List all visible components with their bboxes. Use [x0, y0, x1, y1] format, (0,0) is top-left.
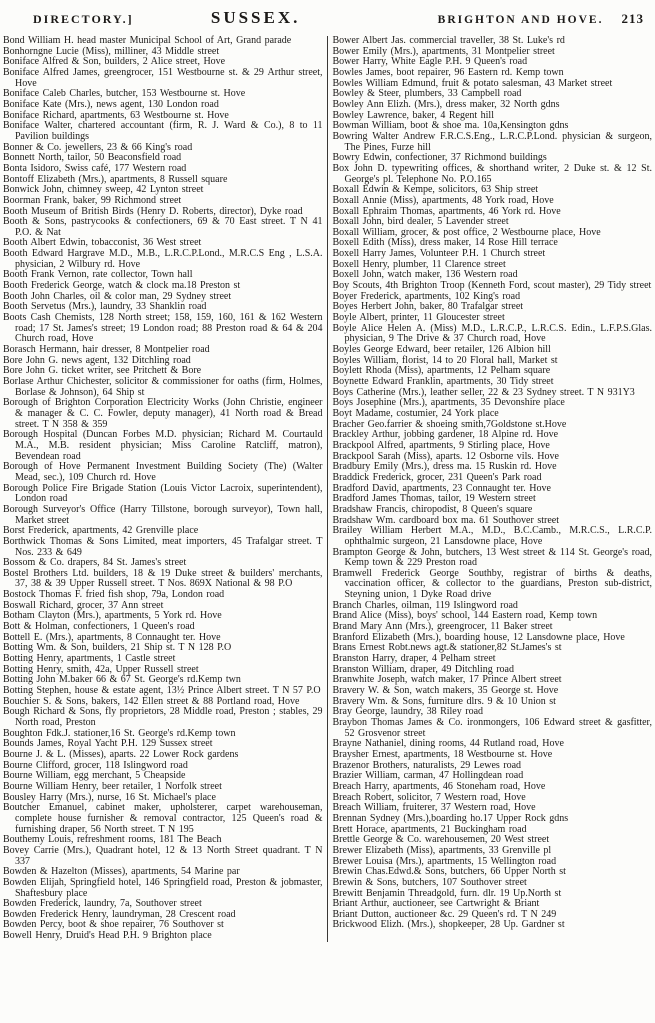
directory-entry: Borough Police Fire Brigade Station (Louis Victor Lacroix, superintendent), London road [3, 482, 323, 505]
column-divider [327, 36, 328, 942]
directory-entry: Bowell Henry, Druid's Head P.H. 9 Brighton place [3, 930, 212, 942]
directory-entry: Brewin Chas.Edwd.& Sons, butchers, 66 Upper North st [332, 866, 566, 878]
directory-entry: Boniface Kate (Mrs.), news agent, 130 London road [3, 98, 219, 110]
directory-entry: Boniface Caleb Charles, butcher, 153 Westbourne st. Hove [3, 88, 246, 100]
directory-entry: Bonhorngne Lucie (Miss), milliner, 43 Middle street [3, 45, 220, 57]
directory-entry: Borough of Brighton Corporation Electricity Works (John Christie, engineer & manager & C. C. Fowler, deputy manager), 41 North road & Bread street. T N 358 & 359 [3, 397, 323, 430]
directory-entry: Brand Mary Ann (Mrs.), greengrocer, 11 Baker street [332, 621, 553, 633]
directory-entry: Boxall Ephraim Thomas, apartments, 46 York rd. Hove [332, 205, 561, 217]
directory-entry: Bott & Holman, confectioners, 1 Queen's road [3, 621, 195, 633]
left-column [3, 36, 326, 942]
directory-entry: Brackpool Sarah (Miss), aparts. 12 Osborne vils. Hove [332, 450, 559, 462]
directory-entry: Brewin & Sons, butchers, 107 Southover street [332, 876, 527, 888]
directory-entry: Brazier William, carman, 47 Hollingdean road [332, 770, 524, 782]
directory-entry: Boyles William, florist, 14 to 20 Floral hall, Market st [332, 354, 558, 366]
directory-entry: Bradshaw Wm. cardboard box ma. 61 Southover street [332, 514, 559, 526]
directory-entry: Botting Stephen, house & estate agent, 13½ Prince Albert street. T N 57 P.O [3, 685, 321, 697]
directory-entry: Borough of Hove Permanent Investment Building Society (The) (Walter Mead, sec.), 109 Church rd. Hove [3, 461, 323, 483]
directory-entry: Boy Scouts, 4th Brighton Troop (Kenneth Ford, scout master), 29 Tidy street [332, 280, 652, 292]
directory-entry: Bostock Thomas F. fried fish shop, 79a, London road [3, 589, 225, 601]
directory-entry: Brewer Louisa (Mrs.), apartments, 15 Wellington road [332, 855, 557, 867]
header-place-label: BRIGHTON AND HOVE. [437, 14, 604, 26]
directory-entry: Brackpool Alfred, apartments, 9 Stirling place, Hove [332, 439, 550, 451]
directory-entry: Bonnett North, tailor, 50 Beaconsfield road [3, 152, 182, 164]
directory-entry: Braysher Ernest, apartments, 18 Westbourne st. Hove [332, 748, 553, 760]
directory-entry: Box John D. typewriting offices, & shorthand writer, 2 Duke st. & 12 St. George's pl. Telephone No. P.O.165 [332, 162, 652, 185]
directory-entry: Bowles William Edmund, fruit & potato salesman, 43 Market street [332, 77, 613, 89]
directory-entry: Brett Horace, apartments, 21 Buckingham road [332, 823, 527, 835]
directory-entry: Booth Servetus (Mrs.), laundry, 33 Shanklin road [3, 301, 207, 313]
directory-entry: Bossom & Co. drapers, 84 St. James's street [3, 557, 187, 569]
directory-entry: Boynette Edward Franklin, apartments, 30 Tidy street [332, 376, 554, 387]
directory-entry: Bonner & Co. jewellers, 23 & 66 King's road [3, 141, 193, 153]
directory-entry: Braddick Frederick, grocer, 231 Queen's Park road [332, 471, 542, 483]
directory-entry: Bore John G. ticket writer, see Pritchett & Bore [3, 365, 202, 377]
page-number: 213 [621, 11, 644, 26]
directory-entry: Borough Surveyor's Office (Harry Tillstone, borough surveyor), Town hall, Market street [3, 503, 323, 526]
directory-entry: Bousley Harry (Mrs.), nurse, 16 St. Michael's place [3, 791, 216, 803]
directory-entry: Branwhite Joseph, watch maker, 17 Prince Albert street [332, 674, 562, 686]
directory-entry: Boniface Alfred & Son, builders, 2 Alice street, Hove [3, 56, 226, 68]
directory-entry: Booth Museum of British Birds (Henry D. Roberts, director), Dyke road [3, 205, 303, 217]
directory-entry: Boyer Frederick, apartments, 102 King's road [332, 290, 521, 302]
directory-entry: Bower Emily (Mrs.), apartments, 31 Montpelier street [332, 45, 555, 57]
directory-entry: Booth & Sons, pastrycooks & confectioners, 69 & 70 East street. T N 41 P.O. & Nat [3, 216, 323, 238]
directory-entry: Boughton Fdk.J. stationer,16 St. George's rd.Kemp town [3, 727, 236, 739]
directory-entry: Boutcher Emanuel, cabinet maker, upholsterer, carpet warehouseman, complete house furnisher & removal contractor, 125 Queen's road & furnishing draper, 56 North street. T N 195 [3, 802, 323, 835]
directory-entry: Bourne William, egg merchant, 5 Cheapside [3, 770, 186, 782]
directory-entry: Braybon Thomas James & Co. ironmongers, 106 Edward street & gasfitter, 52 Grosvenor street [332, 717, 652, 739]
directory-entry: Boxall William, grocer, & post office, 2 Westbourne place, Hove [332, 226, 601, 238]
directory-entry: Borthwick Thomas & Sons Limited, meat importers, 45 Trafalgar street. T Nos. 233 & 649 [3, 535, 323, 558]
directory-entry: Bowden Frederick, laundry, 7a, Southover street [3, 898, 202, 910]
directory-entry: Bowman William, boot & shoe ma. 10a,Kensington gdns [332, 120, 569, 132]
directory-entry: Bowley & Steer, plumbers, 33 Campbell road [332, 88, 522, 100]
header-place-title [438, 11, 644, 27]
directory-entry: Bravery W. & Son, watch makers, 35 George st. Hove [332, 685, 559, 697]
directory-entry: Breach William, fruiterer, 37 Western road, Hove [332, 802, 536, 814]
directory-entry: Borst Frederick, apartments, 42 Grenville place [3, 525, 199, 537]
directory-entry: Brazenor Brothers, naturalists, 29 Lewes road [332, 759, 522, 771]
directory-entry: Boyes Herbert John, baker, 80 Trafalgar street [332, 301, 524, 313]
directory-entry: Bowles James, boot repairer, 96 Eastern rd. Kemp town [332, 66, 564, 78]
directory-entry: Bontoff Elizabeth (Mrs.), apartments, 8 Russell square [3, 173, 228, 185]
directory-entry: Bore John G. news agent, 132 Ditchling road [3, 354, 191, 366]
directory-entry: Briant Arthur, auctioneer, see Cartwright & Briant [332, 898, 540, 910]
directory-entry: Bowden Elijah, Springfield hotel, 146 Springfield road, Preston & jobmaster, Shaftesbury place [3, 876, 323, 899]
directory-entry: Brewitt Benjamin Threadgold, furn. dlr. 19 Up.North st [332, 887, 562, 899]
directory-entry: Bowley Lawrence, baker, 4 Regent hill [332, 109, 494, 121]
directory-entry: Boniface Richard, apartments, 63 Westbourne st. Hove [3, 109, 229, 121]
directory-entry: Booth Albert Edwin, tobacconist, 36 West street [3, 237, 202, 249]
directory-entry: Bradbury Emily (Mrs.), dress ma. 15 Ruskin rd. Hove [332, 461, 557, 473]
header-county-title: SUSSEX. [210, 8, 301, 27]
page-header [3, 8, 652, 30]
directory-entry: Bowden Frederick Henry, laundryman, 28 Crescent road [3, 908, 236, 920]
directory-entry: Boniface Walter, chartered accountant (firm, R. J. Ward & Co.), 8 to 11 Pavilion buildings [3, 120, 323, 142]
directory-entry: Bonta Isidoro, Swiss café, 177 Western road [3, 162, 187, 174]
directory-entry: Breach Harry, apartments, 46 Stoneham road, Hove [332, 780, 546, 792]
directory-entry: Boswall Richard, grocer, 37 Ann street [3, 599, 164, 611]
directory-entry: Branch Charles, oilman, 119 Islingword road [332, 599, 518, 611]
directory-entry: Borlase Arthur Chichester, solicitor & commissioner for oaths (firm, Holmes, Borlase & Johnson), 64 Ship st [3, 376, 323, 398]
directory-entry: Bradford James Thomas, tailor, 19 Western street [332, 493, 536, 505]
directory-entry: Bower Harry, White Eagle P.H. 9 Queen's road [332, 56, 528, 68]
directory-entry: Bradshaw Francis, chiropodist, 8 Queen's square [332, 503, 533, 515]
directory-entry: Bray George, laundry, 38 Riley road [332, 706, 484, 718]
directory-entry: Boyle Alice Helen A. (Miss) M.D., L.R.C.P., L.R.C.S. Edin., L.F.P.S.Glas. physician, 9 The Drive & 37 Church road, Hove [332, 322, 652, 345]
directory-entry: Bottell E. (Mrs.), apartments, 8 Connaught ter. Hove [3, 631, 221, 643]
directory-entry: Boxell Edith (Miss), dress maker, 14 Rose Hill terrace [332, 237, 558, 249]
directory-entry: Borasch Hermann, hair dresser, 8 Montpelier road [3, 344, 210, 356]
directory-entry: Boots Cash Chemists, 128 North street; 158, 159, 160, 161 & 162 Western road; 17 St. James's street; 19 London road; 88 Preston road & 64 & 204 Church road, Hove [3, 312, 323, 345]
directory-entry: Botting Henry, smith, 42a, Upper Russell street [3, 663, 199, 675]
directory-entry: Bowley Ann Elizh. (Mrs.), dress maker, 32 North gdns [332, 98, 560, 110]
directory-entry: Bough Richard & Sons, fly proprietors, 28 Middle road, Preston ; stables, 29 North road, Preston [3, 706, 323, 728]
directory-entry: Bourne J. & L. (Misses), aparts. 22 Lower Rock gardens [3, 748, 239, 760]
directory-entry: Boniface Alfred James, greengrocer, 151 Westbourne st. & 29 Arthur street, Hove [3, 66, 323, 89]
directory-entry: Bovey Carrie (Mrs.), Quadrant hotel, 12 & 13 North Street quadrant. T N 337 [3, 844, 323, 867]
directory-entry: Botting Wm. & Son, builders, 21 Ship st. T N 128 P.O [3, 642, 232, 654]
directory-entry: Breach Robert, solicitor, 7 Western road, Hove [332, 791, 526, 803]
directory-entry: Bowden & Hazelton (Misses), apartments, 54 Marine par [3, 866, 240, 878]
right-column [329, 36, 653, 942]
directory-entry: Boxall Annie (Miss), apartments, 48 York road, Hove [332, 194, 554, 206]
directory-entry: Bourne William Henry, beer retailer, 1 Norfolk street [3, 780, 222, 792]
directory-entry: Brand Alice (Miss), boys' school, 144 Eastern road, Kemp town [332, 610, 598, 622]
directory-entry: Bradford David, apartments, 23 Connaught ter. Hove [332, 482, 551, 494]
directory-entry: Briant Dutton, auctioneer &c. 29 Queen's rd. T N 249 [332, 908, 557, 920]
directory-entry: Brackley Arthur, jobbing gardener, 18 Alpine rd. Hove [332, 429, 559, 441]
directory-entry: Boyle Albert, printer, 11 Gloucester street [332, 312, 505, 324]
directory-entry: Booth Frank Vernon, rate collector, Town hall [3, 269, 193, 281]
directory-entry: Booth Frederick George, watch & clock ma.18 Preston st [3, 280, 241, 292]
directory-entry: Bowden Percy, boot & shoe repairer, 76 Southover st [3, 919, 224, 931]
directory-entry: Brettle George & Co. warehousemen, 20 West street [332, 834, 550, 846]
directory-entry: Boxell Harry James, Volunteer P.H. 1 Church street [332, 248, 546, 260]
directory-entry: Boylett Rhoda (Miss), apartments, 12 Pelham square [332, 365, 551, 377]
directory-entry: Bramwell Frederick George Southby, registrar of births & deaths, vaccination officer, & collector to the guardians, Preston sub-district, Steyning union, 1 Dyke Road drive [332, 567, 652, 601]
directory-entry: Bostel Brothers Ltd. builders, 18 & 19 Duke street & builders' merchants, 37, 38 & 39 Upper Russell street. T Nos. 869X National & 98 P.O [3, 567, 323, 590]
directory-entry: Boxall John, bird dealer, 5 Lavender street [332, 216, 509, 228]
directory-entry: Boorman Frank, baker, 99 Richmond street [3, 194, 182, 206]
directory-entry: Bond William H. head master Municipal School of Art, Grand parade [3, 35, 292, 46]
directory-entry: Bower Albert Jas. commercial traveller, 38 St. Luke's rd [332, 35, 565, 46]
directory-entry: Branston Harry, draper, 4 Pelham street [332, 653, 496, 665]
directory-entry: Brennan Sydney (Mrs.),boarding ho.17 Upper Rock gdns [332, 812, 569, 824]
directory-entry: Bracher Geo.farrier & shoeing smith,7Goldstone st.Hove [332, 418, 567, 430]
directory-entry: Borough Hospital (Duncan Forbes M.D. physician; Richard M. Courtauld M.A., M.B. resident physician; Miss Caroline Ratcliff, matron), Bevendean road [3, 429, 323, 462]
directory-entry: Botham Clayton (Mrs.), apartments, 5 York rd. Hove [3, 610, 222, 622]
directory-entry: Boys Josephine (Mrs.), apartments, 35 Devonshire place [332, 397, 565, 409]
directory-entry: Boxell Henry, plumber, 11 Clarence street [332, 258, 506, 270]
directory-entry: Boys Catherine (Mrs.), leather seller, 22 & 23 Sydney street. T N 931Y3 [332, 386, 635, 398]
directory-entry: Botting Henry, apartments, 1 Castle street [3, 653, 176, 665]
directory-entry: Bouchier S. & Sons, bakers, 142 Ellen street & 88 Portland road, Hove [3, 695, 300, 707]
directory-entry: Brewer Elizabeth (Miss), apartments, 33 Grenville pl [332, 844, 552, 856]
directory-entry: Boxall Edwin & Kempe, solicitors, 63 Ship street [332, 184, 539, 196]
directory-entry: Bouthemy Louis, refreshment rooms, 181 The Beach [3, 834, 222, 846]
directory-columns [3, 36, 652, 942]
directory-entry: Bowry Edwin, confectioner, 37 Richmond buildings [332, 152, 547, 164]
directory-entry: Brans Ernest Robt.news agt.& stationer,82 St.James's st [332, 642, 562, 654]
directory-entry: Bounds James, Royal Yacht P.H. 129 Sussex street [3, 738, 213, 750]
directory-entry: Branford Elizabeth (Mrs.), boarding house, 12 Lansdowne place, Hove [332, 631, 625, 643]
directory-entry: Bravery Wm. & Sons, furniture dlrs. 9 & 10 Union st [332, 695, 556, 707]
directory-entry: Brampton George & John, butchers, 13 West street & 114 St. George's road, Kemp town & 229 Preston road [332, 546, 652, 569]
directory-entry: Booth John Charles, oil & color man, 29 Sydney street [3, 290, 232, 302]
directory-entry: Brickwood Elizh. (Mrs.), shopkeeper, 28 Up. Gardner st [332, 919, 565, 931]
directory-entry: Bourne Clifford, grocer, 118 Islingword road [3, 759, 188, 771]
directory-entry: Botting John M.baker 66 & 67 St. George's rd.Kemp twn [3, 674, 241, 686]
directory-entry: Branston William, draper, 49 Ditchling road [332, 663, 514, 675]
directory-entry: Boyt Madame, costumier, 24 York place [332, 407, 499, 419]
directory-entry: Bowring Walter Andrew F.R.C.S.Eng., L.R.C.P.Lond. physician & surgeon, The Pines, Furze hill [332, 130, 652, 153]
directory-entry: Brayne Nathaniel, dining rooms, 44 Rutland road, Hove [332, 738, 564, 750]
directory-entry: Bonwick John, chimney sweep, 42 Lynton street [3, 184, 204, 196]
directory-entry: Brailey William Herbert M.A., M.D., B.C.Camb., M.R.C.S., L.R.C.P. ophthalmic surgeon, 21 Lansdowne place, Hove [332, 525, 652, 547]
header-directory-label: DIRECTORY.] [33, 12, 134, 26]
directory-entry: Booth Edward Hargrave M.D., M.B., L.R.C.P.Lond., M.R.C.S Eng , L.S.A. physician, 2 Wilbury rd. Hove [3, 248, 323, 270]
directory-entry: Boyles George Edward, beer retailer, 126 Albion hill [332, 344, 551, 356]
directory-entry: Boxell John, watch maker, 136 Western road [332, 269, 518, 281]
